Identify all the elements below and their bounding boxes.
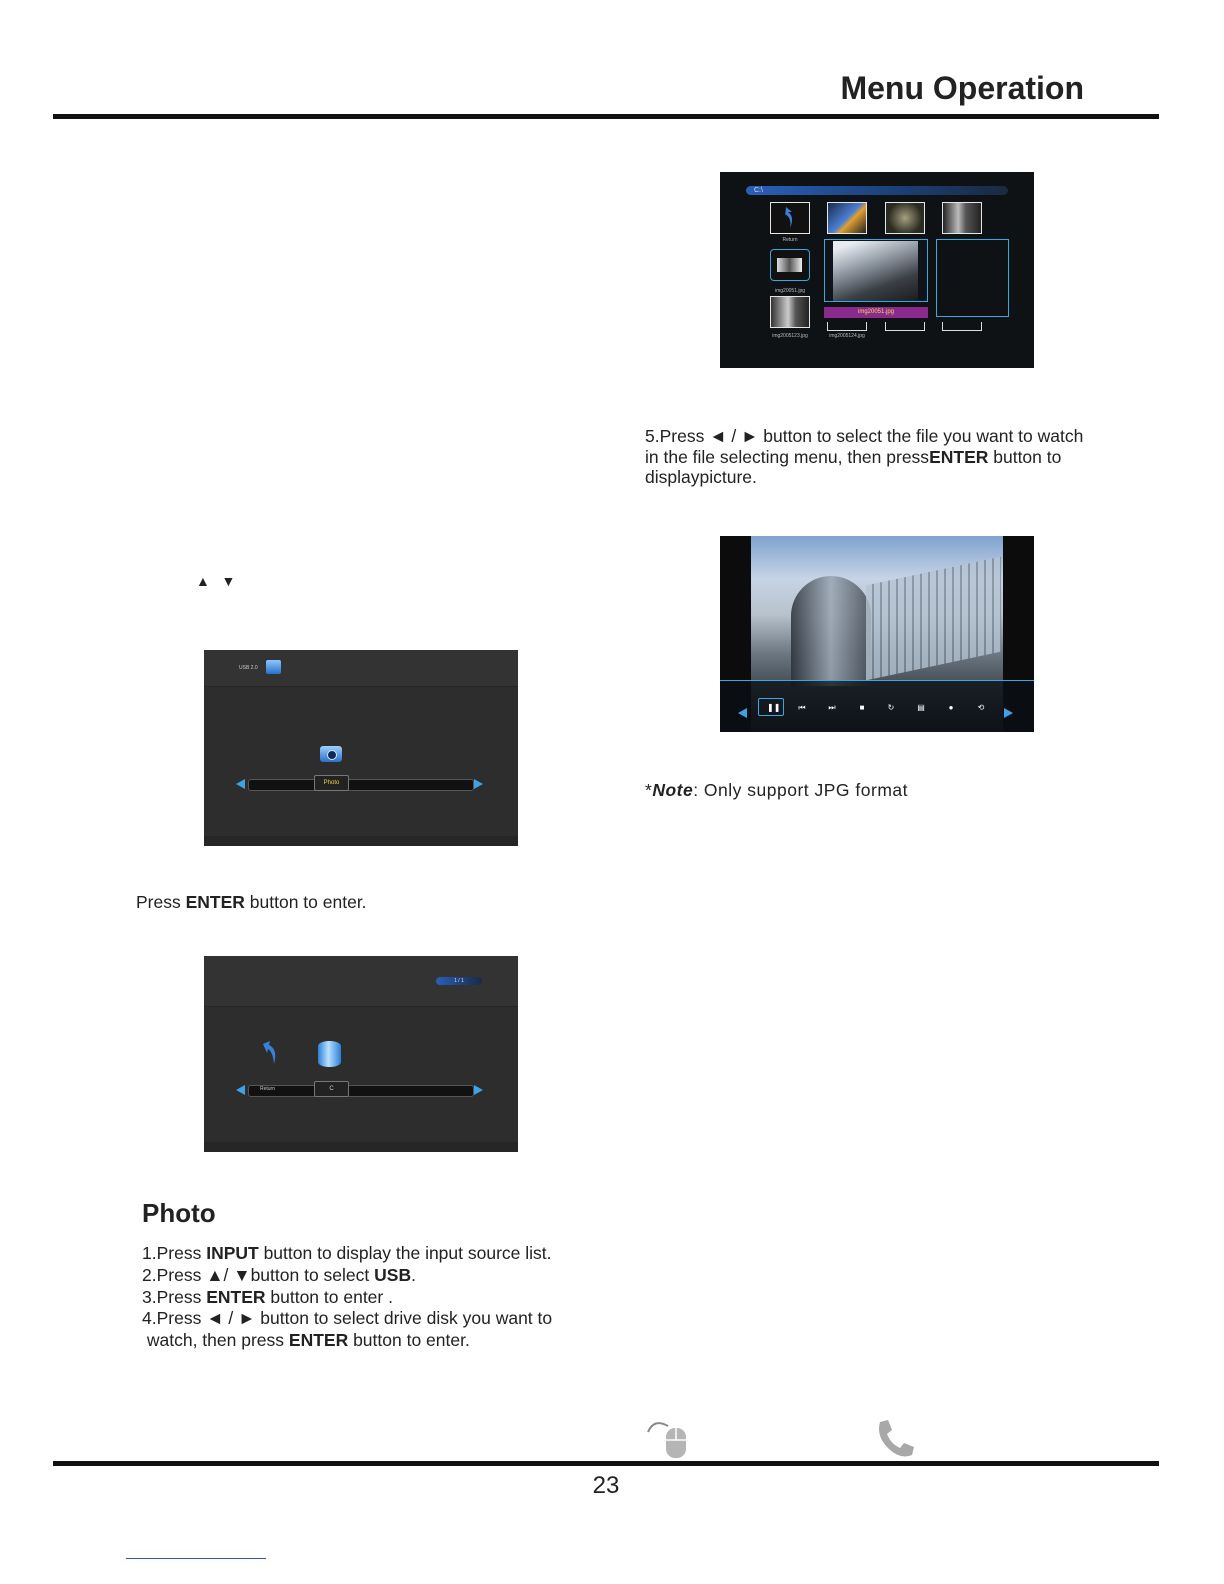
return-label: Return	[782, 237, 798, 243]
drive-select-screen	[204, 956, 518, 1152]
image-thumb-selected[interactable]	[770, 249, 810, 281]
repeat-icon[interactable]: ↻	[887, 703, 895, 712]
usb-label: USB 2.0	[239, 665, 258, 671]
next-arrow-icon[interactable]	[1004, 708, 1013, 718]
file-label: img2005123.jpg	[772, 333, 808, 339]
image-thumb[interactable]	[885, 202, 925, 234]
return-icon[interactable]	[260, 1040, 280, 1066]
source-select-screen	[204, 650, 518, 846]
section-heading: Photo	[142, 1198, 216, 1228]
source-slider[interactable]	[248, 779, 474, 791]
right-arrow-icon[interactable]	[474, 779, 483, 789]
photo-player-screen	[720, 536, 1034, 732]
drive-icon[interactable]	[318, 1041, 341, 1067]
footer-link-line	[126, 1558, 266, 1559]
file-browser-screen	[720, 172, 1034, 368]
page-indicator: 1 / 1	[436, 977, 482, 985]
left-arrow-icon[interactable]	[236, 1085, 245, 1095]
pause-icon: ❚❚	[767, 703, 781, 712]
drive-slider[interactable]	[248, 1085, 474, 1097]
image-thumb[interactable]	[770, 296, 810, 328]
step-1: 1.Press INPUT button to display the input source list.	[142, 1243, 552, 1263]
step5-text: 5.Press ◄ / ► button to select the file you want to watch in the file selecting menu, then pressENTER button to displaypicture.	[645, 426, 1084, 487]
step-3: 3.Press ENTER button to enter .	[142, 1286, 393, 1307]
image-thumb[interactable]	[827, 202, 867, 234]
file-label: img20051.jpg	[774, 288, 806, 294]
path-label: C:\	[754, 187, 763, 194]
stop-icon[interactable]: ■	[859, 703, 865, 712]
file-label: img2005124.jpg	[829, 333, 865, 339]
selected-filename: img20051.jpg	[824, 307, 928, 318]
return-thumb[interactable]	[770, 202, 810, 234]
top-rule	[53, 114, 1159, 119]
prev-arrow-icon[interactable]	[738, 708, 747, 718]
image-preview	[824, 239, 928, 302]
thumb-frame	[942, 322, 982, 331]
photo-steps	[142, 1243, 612, 1352]
right-arrow-icon[interactable]	[474, 1085, 483, 1095]
image-thumb[interactable]	[942, 202, 982, 234]
playlist-icon[interactable]: ▤	[917, 703, 925, 712]
drive-item-c[interactable]: C	[314, 1081, 349, 1097]
mouse-icon	[646, 1416, 688, 1460]
footer-band	[204, 1142, 518, 1152]
up-down-arrows: ▲ ▼	[196, 573, 236, 589]
rotate-icon[interactable]: ⟲	[977, 703, 985, 712]
path-bar	[746, 186, 1008, 195]
step-2: 2.Press ▲/ ▼button to select USB.	[142, 1264, 416, 1285]
step-4: 4.Press ◄ / ► button to select drive disk you want to	[142, 1308, 553, 1329]
press-enter-text: Press ENTER button to enter.	[136, 892, 367, 912]
thumb-frame	[827, 322, 867, 331]
camera-icon	[318, 740, 342, 762]
next-icon[interactable]: ⏭	[828, 703, 836, 712]
usb-icon	[266, 660, 281, 674]
info-icon[interactable]: ●	[948, 703, 954, 712]
page-title: Menu Operation	[840, 70, 1084, 106]
footer-band	[204, 836, 518, 846]
step-4-cont: watch, then press ENTER button to enter.	[142, 1330, 470, 1351]
drive-item-return[interactable]: Return	[260, 1086, 276, 1092]
return-arrow-icon	[771, 203, 808, 232]
source-selected[interactable]: Photo	[314, 775, 349, 791]
page-number: 23	[592, 1472, 620, 1499]
bottom-rule	[53, 1461, 1159, 1466]
note: *Note: Only support JPG format	[645, 780, 908, 800]
preview-frame	[936, 239, 1009, 317]
thumb-frame	[885, 322, 925, 331]
left-arrow-icon[interactable]	[236, 779, 245, 789]
phone-icon	[874, 1418, 916, 1460]
previous-icon[interactable]: ⏮	[798, 703, 806, 712]
